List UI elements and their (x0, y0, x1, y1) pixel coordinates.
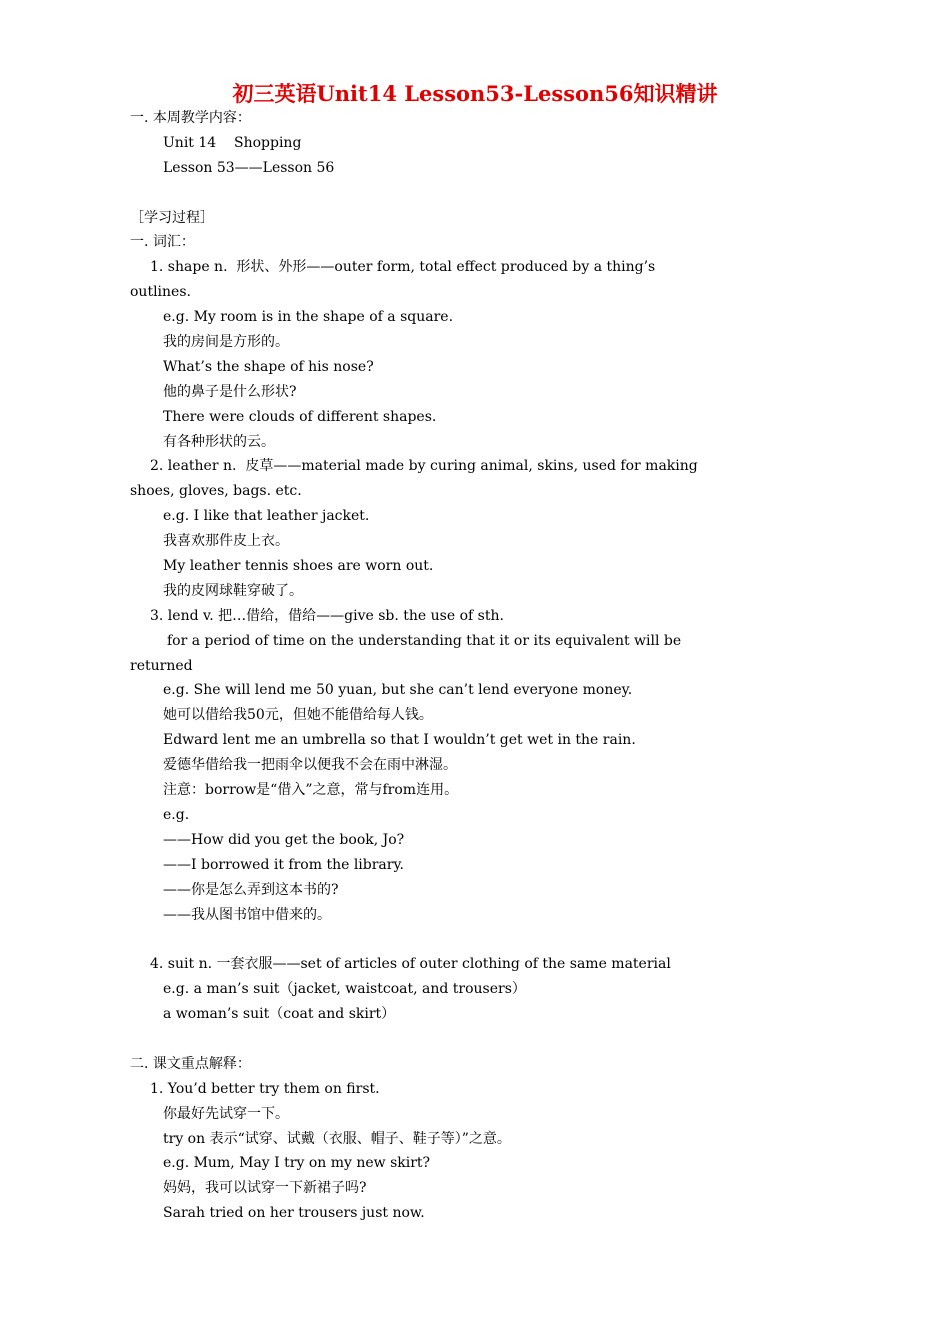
document-body (130, 106, 820, 1226)
text-line: 她可以借给我50元，但她不能借给每人钱。 (163, 707, 433, 724)
text-line: e.g. My room is in the shape of a square. (163, 309, 454, 326)
text-line: 他的鼻子是什么形状? (163, 383, 297, 400)
text-line: 我喜欢那件皮上衣。 (163, 533, 289, 550)
blank-line (130, 1027, 820, 1052)
text-line: e.g. I like that leather jacket. (163, 508, 370, 525)
text-line: What’s the shape of his nose? (163, 358, 374, 375)
text-line: e.g. a man’s suit（jacket, waistcoat, and trousers） (163, 981, 526, 998)
text-line: 1. shape n. 形状、外形——outer form, total effect produced by a thing’s (150, 259, 656, 276)
text-line: ［学习过程］ (130, 209, 214, 226)
text-line: ——我从图书馆中借来的。 (163, 906, 331, 923)
text-line: There were clouds of different shapes. (163, 408, 437, 425)
text-line: try on 表示“试穿、试戴（衣服、帽子、鞋子等）”之意。 (163, 1130, 511, 1147)
text-line: e.g. (163, 806, 190, 823)
text-line: outlines. (130, 284, 191, 301)
text-line: a woman’s suit（coat and skirt） (163, 1006, 396, 1023)
text-line: 注意：borrow是“借入”之意，常与from连用。 (163, 782, 459, 799)
text-line: Sarah tried on her trousers just now. (163, 1205, 425, 1222)
page-title: 初三英语Unit14 Lesson53-Lesson56知识精讲 (232, 81, 718, 106)
text-line: 3. lend v. 把…借给，借给——give sb. the use of sth. (150, 607, 504, 624)
text-line: 我的皮网球鞋穿破了。 (163, 582, 303, 599)
text-line: ——How did you get the book, Jo? (163, 831, 405, 848)
blank-line (130, 181, 820, 206)
blank-line (130, 927, 820, 952)
text-line: for a period of time on the understanding that it or its equivalent will be (167, 632, 682, 649)
text-line: shoes, gloves, bags. etc. (130, 483, 302, 500)
text-line: 一. 词汇： (130, 234, 195, 251)
text-line: ——你是怎么弄到这本书的? (163, 881, 339, 898)
text-line: e.g. Mum, May I try on my new skirt? (163, 1155, 431, 1172)
text-line: Lesson 53——Lesson 56 (163, 159, 335, 176)
text-line: 一. 本周教学内容： (130, 110, 251, 126)
text-line: My leather tennis shoes are worn out. (163, 558, 434, 575)
text-line: Unit 14 Shopping (163, 134, 302, 151)
text-line: 有各种形状的云。 (163, 433, 275, 450)
text-line: 我的房间是方形的。 (163, 334, 289, 351)
text-line: e.g. She will lend me 50 yuan, but she can’t lend everyone money. (163, 682, 633, 699)
text-line: 妈妈，我可以试穿一下新裙子吗? (163, 1180, 367, 1197)
text-line: Edward lent me an umbrella so that I wouldn’t get wet in the rain. (163, 732, 636, 749)
text-line: ——I borrowed it from the library. (163, 856, 404, 873)
text-line: 二. 课文重点解释： (130, 1055, 251, 1072)
text-line: 你最好先试穿一下。 (163, 1105, 289, 1122)
text-line: 爱德华借给我一把雨伞以便我不会在雨中淋湿。 (163, 757, 457, 774)
text-line: 2. leather n. 皮草——material made by curing animal, skins, used for making (150, 458, 698, 475)
text-line: 4. suit n. 一套衣服——set of articles of outer clothing of the same material (150, 956, 671, 973)
text-line: 1. You’d better try them on first. (150, 1080, 380, 1097)
text-line: returned (130, 657, 193, 674)
